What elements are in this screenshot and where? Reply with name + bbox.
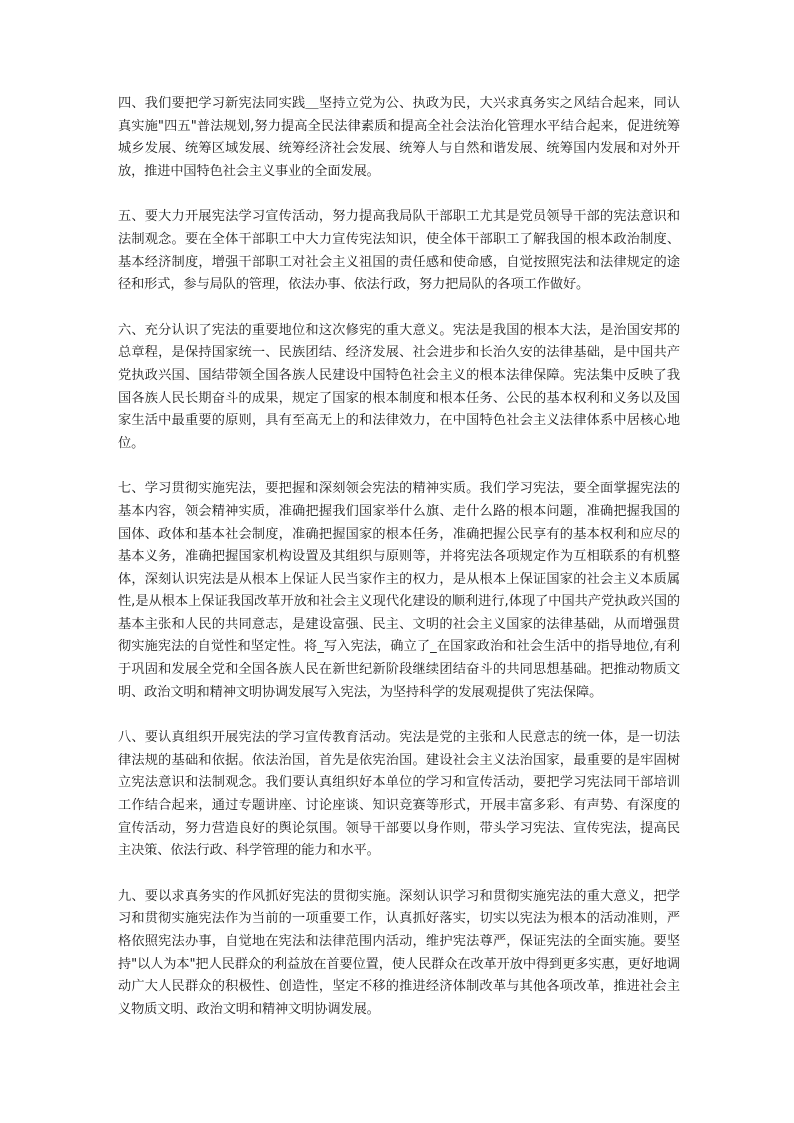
paragraph-5: 五、要大力开展宪法学习宣传活动，努力提高我局队干部职工尤其是党员领导干部的宪法意识和法制观念。要在全体干部职工中大力宣传宪法知识，使全体干部职工了解我国的根本政治制度、基本经济制度，增强干部职工对社会主义祖国的责任感和使命感，自觉按照宪法和法律规定的途径和形式，参与局队的管理，依法办事、依法行政，努力把局队的各项工作做好。 xyxy=(118,209,680,293)
paragraph-7: 七、学习贯彻实施宪法，要把握和深刻领会宪法的精神实质。我们学习宪法，要全面掌握宪法的基本内容，领会精神实质，准确把握我们国家举什么旗、走什么路的根本问题，准确把握我国的国体、政体和基本社会制度，准确把握国家的根本任务，准确把握公民享有的基本权利和应尽的基本义务，准确把握国家机构设置及其组织与原则等，并将宪法各项规定作为互相联系的有机整体，深刻认识宪法是从根本上保证人民当家作主的权力，是从根本上保证国家的社会主义本质属性,是从根本上保证我国改革开放和社会主义现代化建设的顺利进行,体现了中国共产党执政兴国的基本主张和人民的共同意志，是建设富强、民主、文明的社会主义国家的法律基础，从而增强贯彻实施宪法的自觉性和坚定性。将_写入宪法，确立了_在国家政治和社会生活中的指导地位,有利于巩固和发展全党和全国各族人民在新世纪新阶段继续团结奋斗的共同思想基础。把推动物质文明、政治文明和精神文明协调发展写入宪法，为坚持科学的发展观提供了宪法保障。 xyxy=(118,481,680,700)
paragraph-6: 六、充分认识了宪法的重要地位和这次修宪的重大意义。宪法是我国的根本大法，是治国安邦的总章程，是保持国家统一、民族团结、经济发展、社会进步和长治久安的法律基础，是中国共产党执政兴国、国结带领全国各族人民建设中国特色社会主义的根本法律保障。宪法集中反映了我国各族人民长期奋斗的成果，规定了国家的根本制度和根本任务、公民的基本权利和义务以及国家生活中最重要的原则，具有至高无上的和法律效力，在中国特色社会主义法律体系中居核心地位。 xyxy=(118,322,680,451)
document-page xyxy=(118,93,680,1044)
paragraph-9: 九、要以求真务实的作风抓好宪法的贯彻实施。深刻认识学习和贯彻实施宪法的重大意义，把学习和贯彻实施宪法作为当前的一项重要工作，认真抓好落实，切实以宪法为根本的活动准则，严格依照宪法办事，自觉地在宪法和法律范围内活动，维护宪法尊严，保证宪法的全面实施。要坚持"以人为本"把人民群众的利益放在首要位置，使人民群众在改革开放中得到更多实惠，更好地调动广大人民群众的积极性、创造性，坚定不移的推进经济体制改革与其他各项改革，推进社会主义物质文明、政治文明和精神文明协调发展。 xyxy=(118,888,680,1017)
paragraph-4: 四、我们要把学习新宪法同实践＿坚持立党为公、执政为民，大兴求真务实之风结合起来，同认真实施"四五"普法规划,努力提高全民法律素质和提高全社会法治化管理水平结合起来，促进统筹城乡发展、统筹区域发展、统筹经济社会发展、统筹人与自然和谐发展、统筹国内发展和对外开放，推进中国特色社会主义事业的全面发展。 xyxy=(118,96,680,179)
paragraph-8: 八、要认真组织开展宪法的学习宣传教育活动。宪法是党的主张和人民意志的统一体，是一切法律法规的基础和依据。依法治国，首先是依宪治国。建设社会主义法治国家，最重要的是牢固树立宪法意识和法制观念。我们要认真组织好本单位的学习和宣传活动，要把学习宪法同干部培训工作结合起来，通过专题讲座、讨论座谈、知识竞赛等形式，开展丰富多彩、有声势、有深度的宣传活动，努力营造良好的舆论氛围。领导干部要以身作则，带头学习宪法、宣传宪法，提高民主决策、依法行政、科学管理的能力和水平。 xyxy=(118,730,680,859)
